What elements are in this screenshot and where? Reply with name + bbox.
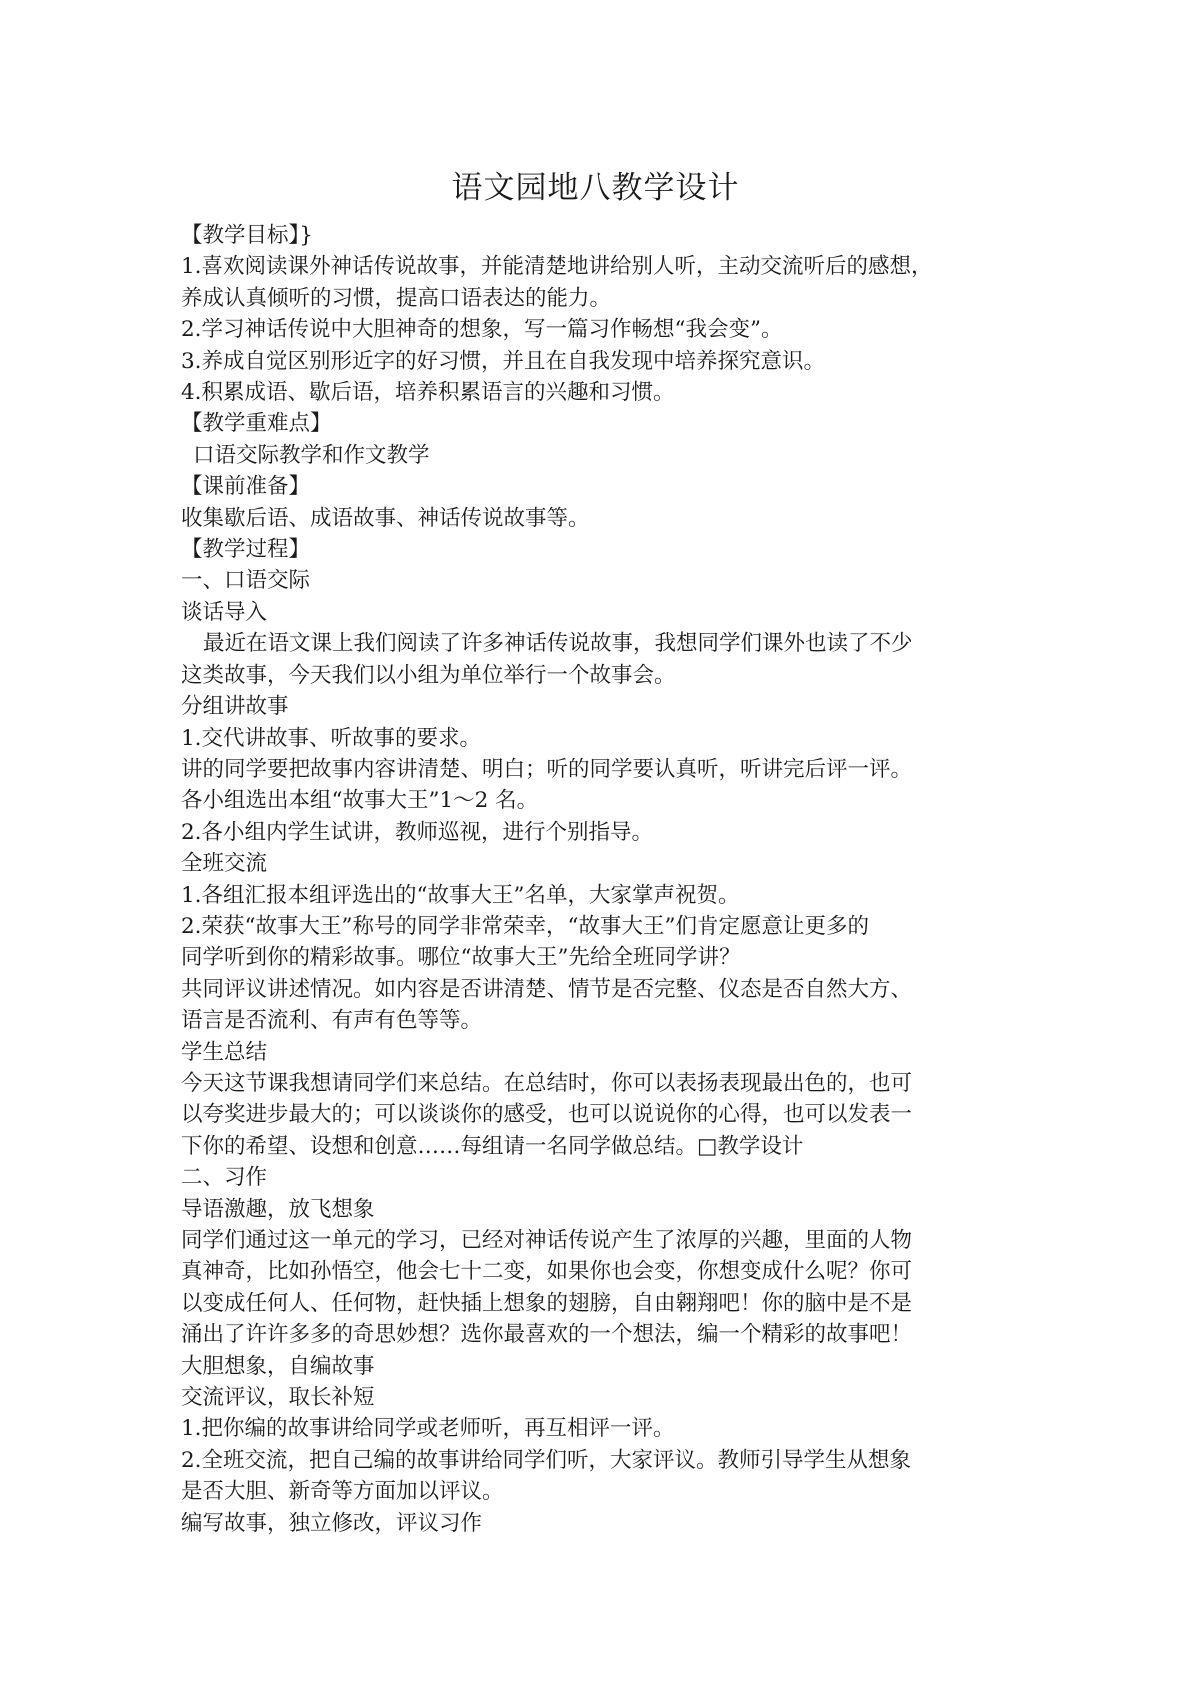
step-heading: 交流评议，取长补短 [181, 1385, 375, 1411]
text-line: 讲的同学要把故事内容讲清楚、明白；听的同学要认真听，听讲完后评一评。 [181, 756, 913, 782]
step-heading: 全班交流 [181, 851, 268, 877]
text-line: 2.荣获“故事大王”称号的同学非常荣幸，“故事大王”们肯定愿意让更多的 [181, 913, 869, 939]
subsection-heading: 二、习作 [181, 1165, 268, 1191]
step-heading: 分组讲故事 [181, 694, 289, 720]
text-line: 语言是否流利、有声有色等等。 [181, 1008, 483, 1034]
text-line: 共同评议讲述情况。如内容是否讲清楚、情节是否完整、仪态是否自然大方、 [181, 976, 913, 1002]
text-line: 2.各小组内学生试讲，教师巡视，进行个别指导。 [181, 819, 654, 845]
section-heading-process: 【教学过程】 [181, 537, 311, 563]
text-line: 同学们通过这一单元的学习，已经对神话传说产生了浓厚的兴趣，里面的人物 [181, 1228, 913, 1253]
text-line: 各小组选出本组“故事大王”1～2 名。 [181, 788, 539, 814]
section-heading-key-points: 【教学重难点】 [181, 411, 332, 437]
text-line: 真神奇，比如孙悟空，他会七十二变，如果你也会变，你想变成什么呢？你可 [181, 1259, 913, 1285]
step-heading: 导语激趣，放飞想象 [181, 1196, 375, 1222]
step-heading: 编写故事，独立修改，评议习作 [181, 1510, 483, 1536]
text-line: 同学听到你的精彩故事。哪位“故事大王”先给全班同学讲？ [181, 945, 741, 971]
text-line: 下你的希望、设想和创意……每组请一名同学做总结。□教学设计 [181, 1133, 804, 1159]
text-line: 以变成任何人、任何物，赶快插上想象的翅膀，自由翱翔吧！你的脑中是不是 [181, 1290, 913, 1316]
text-line: 4.积累成语、歇后语，培养积累语言的兴趣和习惯。 [181, 380, 675, 406]
text-line: 这类故事，今天我们以小组为单位举行一个故事会。 [181, 662, 676, 688]
text-line: 1.各组汇报本组评选出的“故事大王”名单，大家掌声祝贺。 [181, 882, 740, 908]
text-line: 是否大胆、新奇等方面加以评议。 [181, 1479, 504, 1505]
document-title: 语文园地八教学设计 [451, 170, 740, 206]
text-line: 最近在语文课上我们阅读了许多神话传说故事，我想同学们课外也读了不少 [203, 631, 913, 657]
text-line: 1.交代讲故事、听故事的要求。 [181, 725, 482, 751]
step-heading: 大胆想象，自编故事 [181, 1353, 375, 1379]
text-line: 3.养成自觉区别形近字的好习惯，并且在自我发现中培养探究意识。 [181, 348, 826, 374]
text-line: 1.喜欢阅读课外神话传说故事，并能清楚地讲给别人听，主动交流听后的感想， [181, 254, 933, 280]
text-line: 2.学习神话传说中大胆神奇的想象，写一篇习作畅想“我会变”。 [181, 317, 783, 343]
text-line: 1.把你编的故事讲给同学或老师听，再互相评一评。 [181, 1416, 675, 1442]
document-body [181, 220, 1021, 1539]
text-line: 收集歇后语、成语故事、神话传说故事等。 [181, 505, 590, 531]
subsection-heading: 一、口语交际 [181, 568, 311, 594]
text-line: 口语交际教学和作文教学 [193, 442, 430, 468]
text-line: 2.全班交流，把自己编的故事讲给同学们听，大家评议。教师引导学生从想象 [181, 1447, 912, 1473]
step-heading: 谈话导入 [181, 599, 268, 625]
text-line: 今天这节课我想请同学们来总结。在总结时，你可以表扬表现最出色的，也可 [181, 1070, 913, 1096]
text-line: 养成认真倾听的习惯，提高口语表达的能力。 [181, 285, 612, 311]
step-heading: 学生总结 [181, 1039, 268, 1065]
section-heading-objectives: 【教学目标】} [181, 223, 313, 248]
text-line: 以夸奖进步最大的；可以谈谈你的感受，也可以说说你的心得，也可以发表一 [181, 1102, 913, 1128]
text-line: 涌出了许许多多的奇思妙想？选你最喜欢的一个想法，编一个精彩的故事吧！ [181, 1322, 913, 1348]
section-heading-preparation: 【课前准备】 [181, 474, 311, 500]
